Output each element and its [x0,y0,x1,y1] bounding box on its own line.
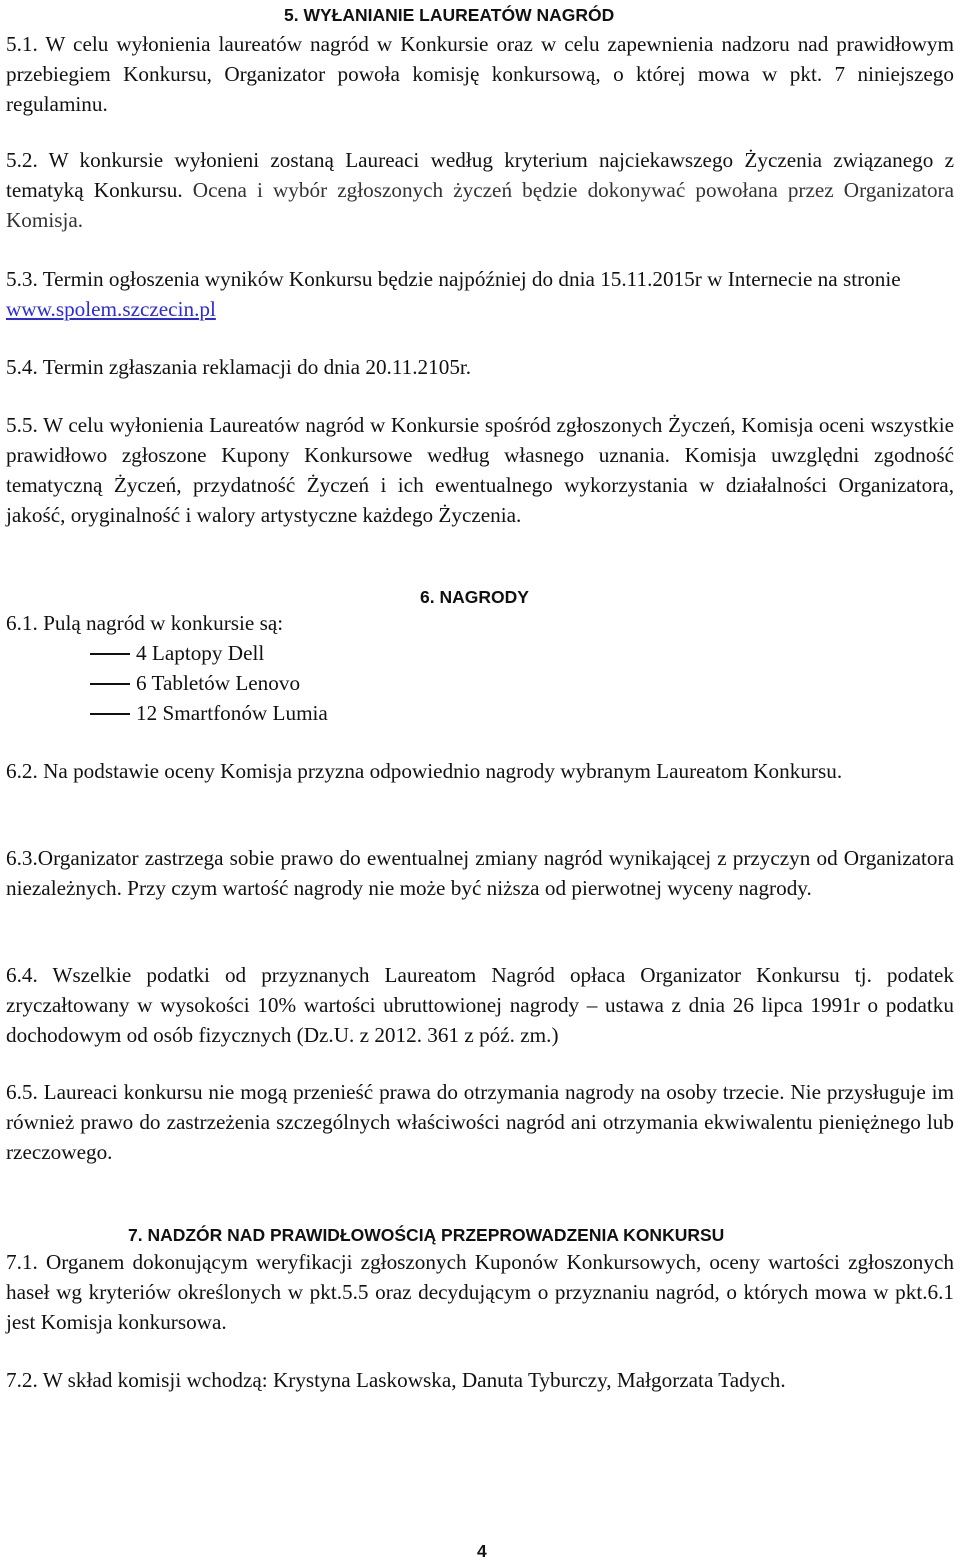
paragraph-6-4: 6.4. Wszelkie podatki od przyznanych Laureatom Nagród opłaca Organizator Konkursu tj. podatek zryczałtowany w wysokości 10% wartości ubruttowionej nagrody – ustawa z dnia 26 lipca 1991r o podatku dochodowym od osób fizycznych (Dz.U. z 2012. 361 z póź. zm.) [6,963,954,1047]
section-6-heading: 6. NAGRODY [420,587,529,607]
paragraph-5-2-part-b: Ocena i wybór zgłoszonych życzeń będzie dokonywać powołana przez Organizatora Komisja. [6,178,955,232]
dash-bullet [90,713,130,715]
paragraph-6-1: 6.1. Pulą nagród w konkursie są: [6,611,284,635]
paragraph-6-2: 6.2. Na podstawie oceny Komisja przyzna odpowiednio nagrody wybranym Laureatom Konkursu. [6,759,843,783]
paragraph-5-3-text: 5.3. Termin ogłoszenia wyników Konkursu będzie najpóźniej do dnia 15.11.2015r w Internecie na stronie [6,267,901,291]
paragraph-6-3: 6.3.Organizator zastrzega sobie prawo do ewentualnej zmiany nagród wynikającej z przyczyn od Organizatora niezależnych. Przy czym wartość nagrody nie może być niższa od pierwotnej wyceny nagrody. [6,846,954,900]
paragraph-6-5: 6.5. Laureaci konkursu nie mogą przenieść prawa do otrzymania nagrody na osoby trzecie. Nie przysługuje im również prawo do zastrzeżenia szczególnych właściwości nagród ani otrzymania ekwiwalentu pieniężnego lub rzeczowego. [6,1080,954,1164]
paragraph-5-2 [6,145,954,235]
prize-item: 4 Laptopy Dell [90,638,264,668]
document-page [6,0,956,1561]
paragraph-5-4: 5.4. Termin zgłaszania reklamacji do dnia 20.11.2105r. [6,355,472,379]
paragraph-5-1: 5.1. W celu wyłonienia laureatów nagród w Konkursie oraz w celu zapewnienia nadzoru nad prawidłowym przebiegiem Konkursu, Organizator powoła komisję konkursową, o której mowa w pkt. 7 niniejszego regulaminu. [6,32,954,116]
paragraph-5-5: 5.5. W celu wyłonienia Laureatów nagród w Konkursie spośród zgłoszonych Życzeń, Komisja oceni wszystkie prawidłowo zgłoszone Kupony Konkursowe według własnego uznania. Komisja uwzględni zgodność tematyczną Życzeń, przydatność Życzeń i ich ewentualnego wykorzystania w działalności Organizatora, jakość, oryginalność i walory artystyczne każdego Życzenia. [6,413,954,527]
dash-bullet [90,653,130,655]
page-number: 4 [477,1541,487,1561]
prize-item: 12 Smartfonów Lumia [90,698,328,728]
dash-bullet [90,683,130,685]
paragraph-7-1: 7.1. Organem dokonującym weryfikacji zgłoszonych Kuponów Konkursowych, oceny wartości zgłoszonych haseł wg kryteriów określonych w pkt.5.5 oraz decydującym o przyznaniu nagród, o których mowa w pkt.6.1 jest Komisja konkursowa. [6,1250,954,1334]
section-5-heading: 5. WYŁANIANIE LAUREATÓW NAGRÓD [284,5,615,25]
section-7-heading: 7. NADZÓR NAD PRAWIDŁOWOŚCIĄ PRZEPROWADZENIA KONKURSU [128,1225,725,1245]
paragraph-7-2: 7.2. W skład komisji wchodzą: Krystyna Laskowska, Danuta Tyburczy, Małgorzata Tadych. [6,1368,786,1392]
paragraph-5-2-part-a: 5.2. W konkursie wyłonieni zostaną Laureaci według kryterium najciekawszego Życzenia związanego z tematyką Konkursu. [6,148,954,202]
paragraph-5-3 [6,264,954,324]
spolem-website-link[interactable]: www.spolem.szczecin.pl [6,297,216,321]
prize-item: 6 Tabletów Lenovo [90,668,300,698]
